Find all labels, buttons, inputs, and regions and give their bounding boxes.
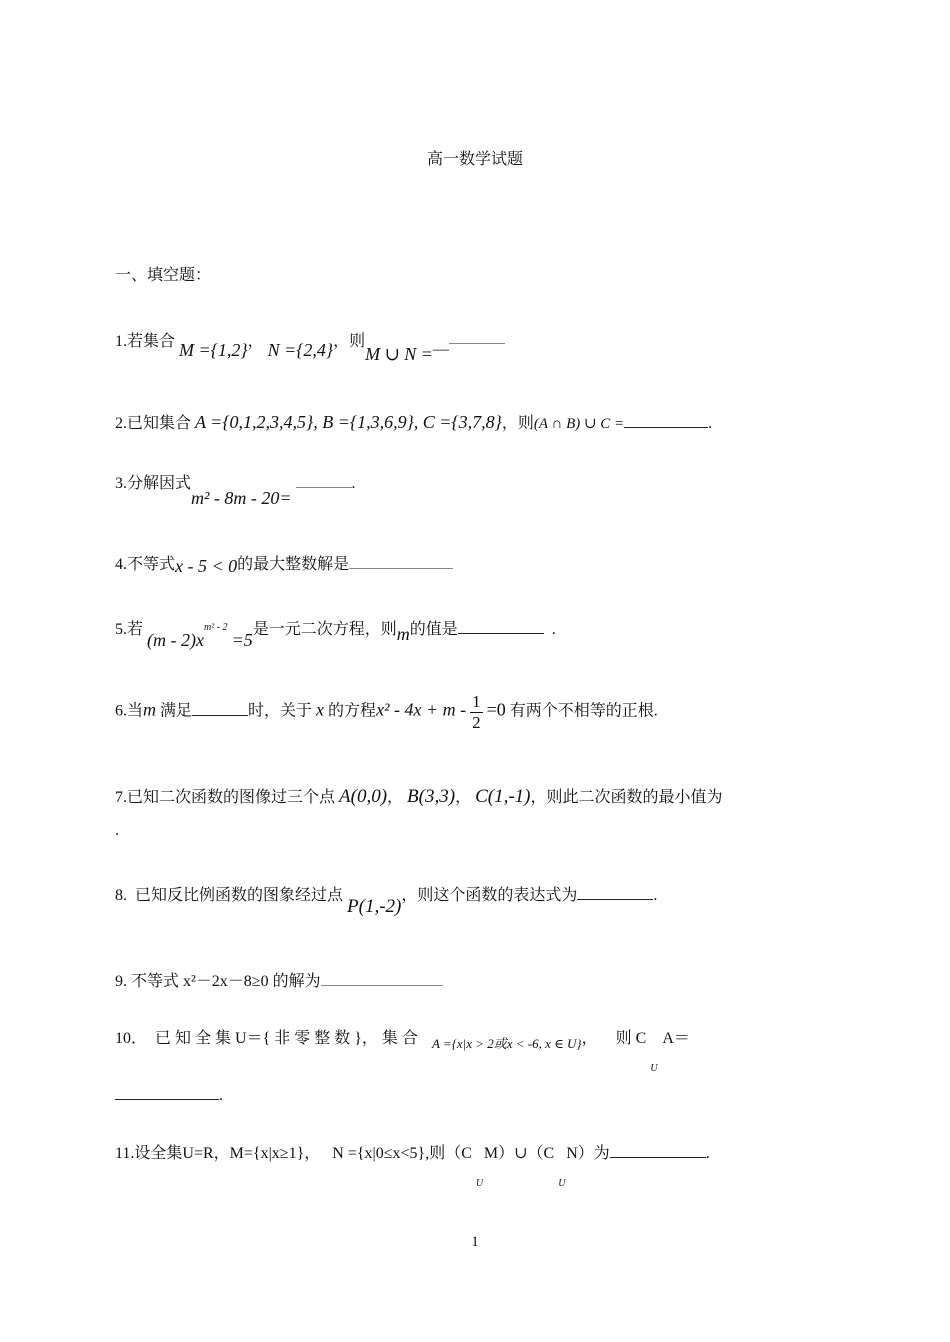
q5-answer-blank xyxy=(458,619,544,634)
q7-number: 7. xyxy=(115,789,127,806)
question-6 xyxy=(115,692,658,732)
q6-fraction xyxy=(470,692,483,732)
q6-text-5: 有两个不相等的正根. xyxy=(509,702,658,720)
q1-text-1: 若集合 xyxy=(127,333,176,350)
q1-sep: ， xyxy=(247,333,264,350)
question-10-continued xyxy=(115,1085,223,1105)
q3-answer-blank xyxy=(296,473,352,488)
q1-number: 1. xyxy=(115,333,127,350)
question-11 xyxy=(115,1140,710,1189)
q6-math-x: x xyxy=(316,699,325,720)
q2-number: 2. xyxy=(115,415,127,432)
q1-math-union: M ∪ N = xyxy=(365,344,433,364)
question-2 xyxy=(115,410,712,433)
q11-subscript-u-2: U xyxy=(558,1178,566,1189)
q4-text-1: 不等式 xyxy=(127,556,176,573)
q2-math-sets: A ={0,1,2,3,4,5}, B ={1,3,6,9}, C ={3,7,8} xyxy=(195,412,502,432)
q5-math-exponent: m² - 2 xyxy=(204,621,228,633)
q4-math-expr: x - 5 < 0 xyxy=(175,556,238,576)
q11-period: . xyxy=(705,1145,710,1162)
q2-text-1: 已知集合 xyxy=(127,415,192,432)
q6-number: 6. xyxy=(115,702,127,720)
q4-number: 4. xyxy=(115,556,127,573)
question-4 xyxy=(115,551,453,574)
q8-answer-blank xyxy=(577,885,653,900)
q11-number: 11. xyxy=(115,1145,135,1162)
q2-period: . xyxy=(708,415,713,432)
q7-text-2: ，则此二次函数的最小值为 xyxy=(530,789,723,806)
q3-period: . xyxy=(351,475,356,492)
q10-text-2: 则 C xyxy=(615,1030,647,1047)
question-3 xyxy=(115,470,356,508)
q6-math-m: m xyxy=(143,699,157,720)
q6-math-rhs: =0 xyxy=(486,699,506,720)
q3-math-expr: m² - 8m - 20= xyxy=(191,488,292,508)
q5-math-base: (m - 2)x xyxy=(147,630,204,650)
q7-point-b: B(3,3) xyxy=(407,786,456,807)
q8-number: 8. xyxy=(115,887,127,904)
q3-text-1: 分解因式 xyxy=(127,475,192,492)
q10-answer-blank xyxy=(115,1085,219,1100)
question-7 xyxy=(115,784,723,808)
q11-text-3: M）∪（C xyxy=(483,1145,555,1162)
q10-math-set: A ={x|x > 2或x < -6, x ∈ U} xyxy=(431,1036,582,1051)
q7-text-1: 已知二次函数的图像过三个点 xyxy=(127,789,336,806)
q7-sep-1: ， xyxy=(387,789,404,806)
q10-text-3: A＝ xyxy=(662,1030,690,1047)
q6-text-4: 的方程 xyxy=(328,702,377,720)
q5-text-2: 是一元二次方程，则 xyxy=(252,621,397,638)
q10-period: . xyxy=(219,1087,223,1104)
question-9 xyxy=(115,968,443,991)
q7-period: . xyxy=(115,822,119,839)
q10-number: 10． xyxy=(115,1030,148,1047)
q9-number: 9. xyxy=(115,973,127,990)
q5-period: . xyxy=(551,621,556,638)
q5-math-rhs: =5 xyxy=(231,630,253,650)
q7-point-c: C(1,-1) xyxy=(475,786,531,807)
q2-answer-blank xyxy=(624,413,708,428)
q6-fraction-denominator: 2 xyxy=(472,712,481,732)
q2-math-expr: (A ∩ B) ∪ C = xyxy=(533,416,625,432)
q11-text-2: N ={x|0≤x<5},则（C xyxy=(332,1145,472,1162)
q1-dash: — xyxy=(432,341,449,358)
q5-math-m: m xyxy=(396,624,410,644)
q11-text-4: N）为 xyxy=(566,1145,610,1162)
q9-text-1: 不等式 x²－2x－8≥0 的解为 xyxy=(131,973,321,990)
question-10 xyxy=(115,1025,690,1074)
q6-math-equation: x² - 4x + m - xyxy=(376,699,467,720)
q6-answer-blank xyxy=(192,701,248,716)
q11-text-1: 设全集U=R，M={x|x≥1}， xyxy=(134,1145,321,1162)
q6-fraction-numerator: 1 xyxy=(472,692,481,711)
q4-answer-blank xyxy=(349,554,453,569)
question-8 xyxy=(115,882,658,917)
q7-point-a: A(0,0) xyxy=(339,786,388,807)
q8-text-2: ，则这个函数的表达式为 xyxy=(401,887,578,904)
q6-text-3: 时，关于 xyxy=(248,702,313,720)
q3-number: 3. xyxy=(115,475,127,492)
q10-sep: ， xyxy=(581,1030,598,1047)
q1-math-n: N ={2,4} xyxy=(267,340,334,360)
page-number: 1 xyxy=(471,1234,479,1250)
section-heading: 一、填空题： xyxy=(115,267,212,284)
q5-number: 5. xyxy=(115,621,127,638)
q8-period: . xyxy=(653,887,658,904)
q11-subscript-u-1: U xyxy=(475,1178,484,1189)
q10-text-1: 已 知 全 集 U＝{ 非 零 整 数 }， 集 合 xyxy=(155,1030,418,1047)
q9-answer-blank xyxy=(321,971,443,986)
page-title: 高一数学试题 xyxy=(426,151,523,168)
q2-text-2: ，则 xyxy=(501,415,534,432)
question-5 xyxy=(115,616,556,650)
q4-text-2: 的最大整数解是 xyxy=(237,556,350,573)
question-1 xyxy=(115,328,505,364)
q8-text-1: 已知反比例函数的图象经过点 xyxy=(135,887,344,904)
q5-text-3: 的值是 xyxy=(409,621,458,638)
q1-answer-blank xyxy=(449,329,505,344)
q7-sep-2: ， xyxy=(455,789,472,806)
q5-text-1: 若 xyxy=(127,621,144,638)
q10-subscript-u: U xyxy=(650,1063,658,1074)
q6-text-2: 满足 xyxy=(160,702,193,720)
q8-point-p: P(1,-2) xyxy=(347,896,402,917)
q1-text-2: ，则 xyxy=(333,333,366,350)
q1-math-m: M ={1,2} xyxy=(179,340,248,360)
q6-text-1: 当 xyxy=(127,702,144,720)
q11-answer-blank xyxy=(610,1143,706,1158)
